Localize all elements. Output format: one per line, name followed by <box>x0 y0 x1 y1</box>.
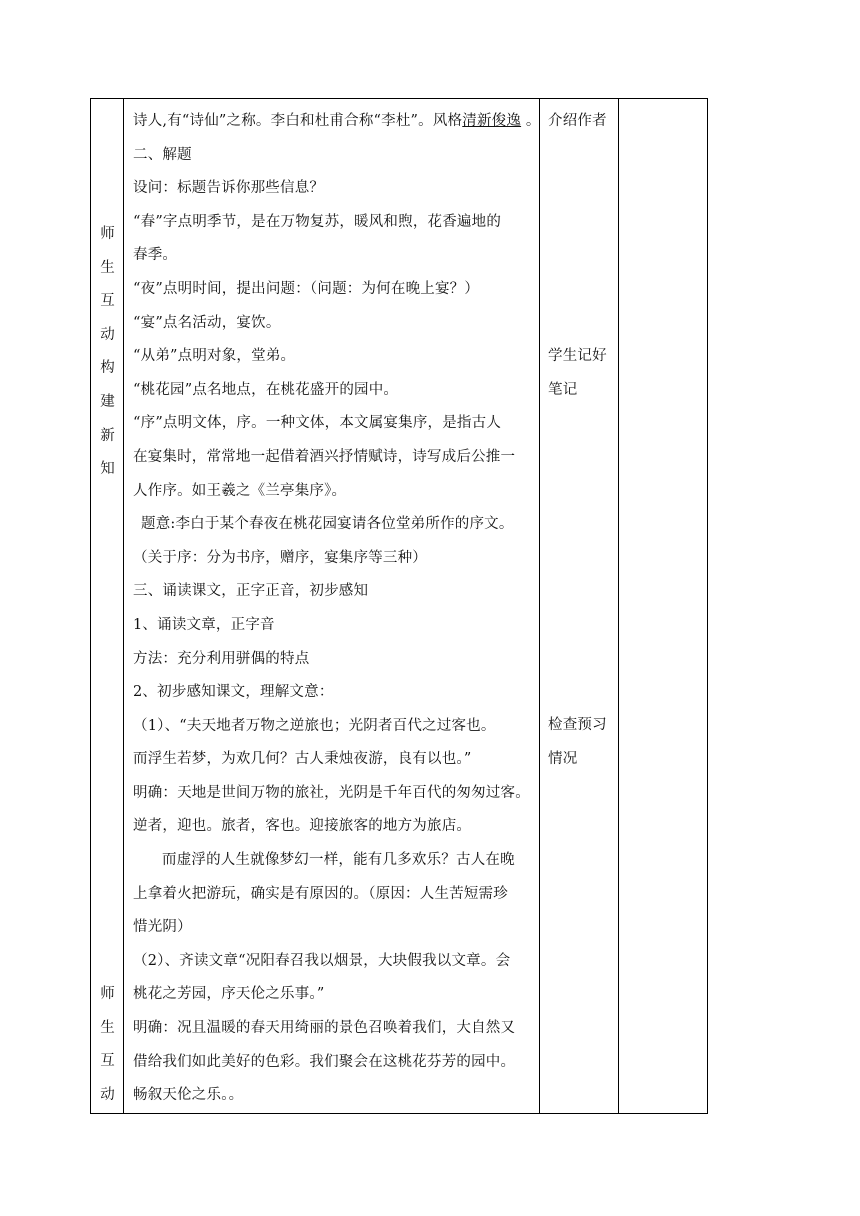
label-char: 动 <box>100 326 115 343</box>
student-activity-cell <box>540 99 619 1114</box>
lesson-plan-table <box>90 98 708 1114</box>
content-line: “从弟”点明对象，堂弟。 <box>133 348 296 365</box>
stage-label-column <box>91 99 124 1114</box>
section-heading: 二、解题 <box>133 146 192 163</box>
content-line: “宴”点名活动，宴饮。 <box>133 314 281 331</box>
label-char: 构 <box>100 360 115 377</box>
content-line: （2）、齐读文章“况阳春召我以烟景，大块假我以文章。会 <box>133 952 511 969</box>
content-line: 方法：充分利用骈偶的特点 <box>133 650 310 667</box>
content-line: 明确：天地是世间万物的旅社，光阴是千年百代的匆匆过客。 <box>133 784 530 801</box>
content-line: 明确：况且温暖的春天用绮丽的景色召唤着我们，大自然又 <box>133 1020 516 1037</box>
content-line: （关于序：分为书序，赠序，宴集序等三种） <box>133 549 427 566</box>
label-char: 互 <box>100 1053 115 1070</box>
content-line: 而浮生若梦，为欢几何？古人秉烛夜游，良有以也。” <box>133 751 472 768</box>
note-text: 学生记好 <box>548 348 607 364</box>
content-line: 1、诵读文章，正字音 <box>133 616 275 633</box>
label-char: 动 <box>100 1086 115 1103</box>
label-char: 生 <box>100 259 115 276</box>
label-char: 生 <box>100 1019 115 1036</box>
empty-notes-cell <box>619 99 708 1114</box>
content-line: 春季。 <box>133 247 178 264</box>
author-intro-text: 诗人,有“诗仙”之称。李白和杜甫合称“李杜”。风格 <box>133 113 463 129</box>
content-line: 借给我们如此美好的色彩。我们聚会在这桃花芬芳的园中。 <box>133 1053 516 1070</box>
content-line: 设问：标题告诉你那些信息？ <box>133 180 325 197</box>
content-line: “春”字点明季节，是在万物复苏，暖风和煦，花香遍地的 <box>133 213 502 230</box>
underlined-style-text: 清新俊逸 <box>462 113 522 129</box>
content-line: “夜”点明时间，提出问题：（问题：为何在晚上宴？） <box>133 280 480 297</box>
content-line: “序”点明文体，序。一种文体，本文属宴集序，是指古人 <box>133 415 502 432</box>
teaching-content-cell <box>124 99 540 1114</box>
stage-label-bottom <box>91 978 124 1112</box>
label-char: 师 <box>100 226 115 242</box>
content-line: 在宴集时，常常地一起借着酒兴抒情赋诗，诗写成后公推一 <box>133 448 516 465</box>
content-line: 人作序。如王羲之《兰亭集序》。 <box>133 482 347 499</box>
section-heading: 三、诵读课文，正字正音，初步感知 <box>133 583 369 600</box>
content-line: （1）、“夫天地者万物之逆旅也；光阴者百代之过客也。 <box>133 717 496 734</box>
label-char: 互 <box>100 293 115 310</box>
content-line: 题意:李白于某个春夜在桃花园宴请各位堂弟所作的序文。 <box>141 516 514 533</box>
content-line: 畅叙天伦之乐。。 <box>133 1087 244 1104</box>
content-line: 而虚浮的人生就像梦幻一样，能有几多欢乐？古人在晚 <box>162 852 515 869</box>
table-row <box>91 99 708 1114</box>
content-line: 桃花之芳园，序天伦之乐事。” <box>133 986 325 1003</box>
label-char: 知 <box>100 461 115 478</box>
content-line <box>133 105 541 139</box>
label-char: 建 <box>100 393 115 410</box>
note-text: 笔记 <box>548 381 578 398</box>
label-char: 新 <box>100 427 115 444</box>
note-text: 介绍作者 <box>548 113 607 129</box>
content-line: 逆者，迎也。旅者，客也。迎接旅客的地方为旅店。 <box>133 818 472 835</box>
content-line: 惜光阴） <box>133 919 192 936</box>
note-text: 检查预习 <box>548 717 607 733</box>
content-line: 上拿着火把游玩，确实是有原因的。（原因：人生苦短需珍 <box>133 885 508 902</box>
content-line: “桃花园”点名地点，在桃花盛开的园中。 <box>133 381 399 398</box>
note-text: 情况 <box>548 750 578 767</box>
content-line: 2、初步感知课文，理解文意： <box>133 684 334 701</box>
line-end-punctuation: 。 <box>521 113 541 129</box>
stage-label-top <box>91 218 124 487</box>
label-char: 师 <box>100 986 115 1002</box>
